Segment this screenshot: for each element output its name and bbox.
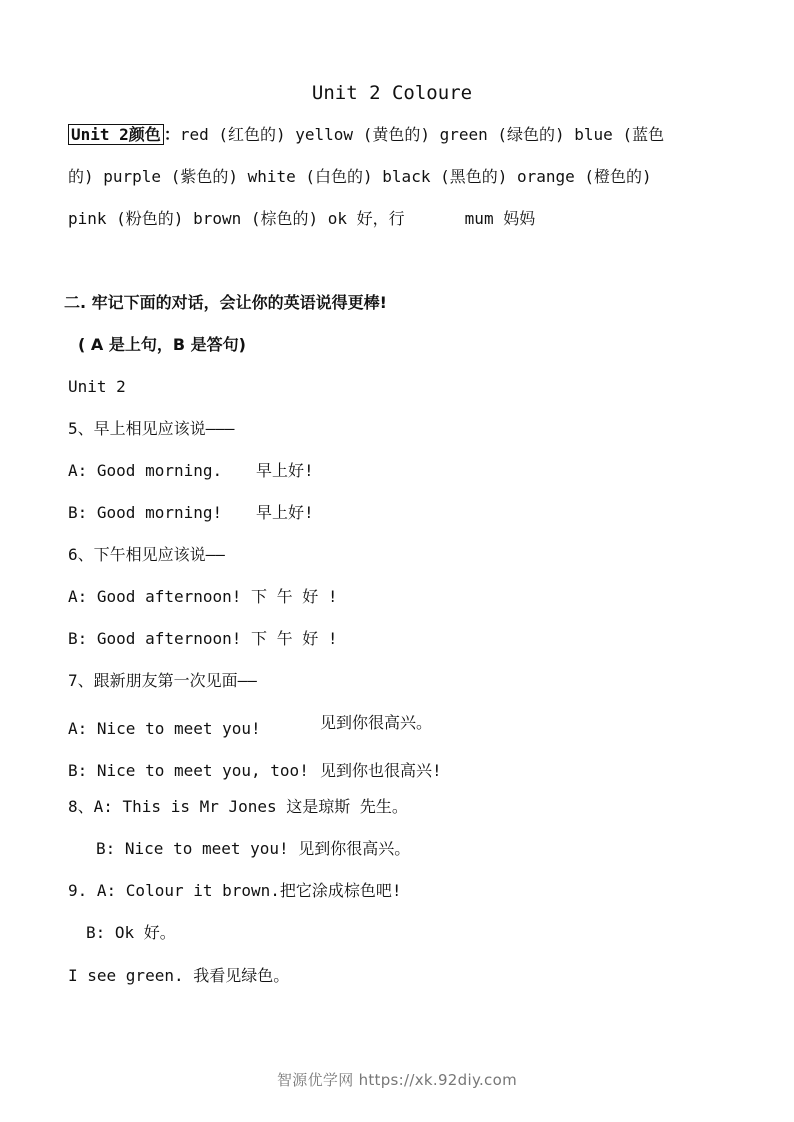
dialogue-5-a-en: A: Good morning.: [68, 461, 223, 480]
vocab-label: Unit 2颜色: [68, 124, 164, 145]
dialogue-6-b: B: Good afternoon! 下 午 好 !: [68, 629, 338, 648]
section-heading: 二. 牢记下面的对话，会让你的英语说得更棒!: [64, 293, 387, 312]
dialogue-7-a-cn: 见到你很高兴。: [320, 713, 433, 732]
dialogue-9-a: 9. A: Colour it brown.把它涂成棕色吧!: [68, 881, 402, 900]
vocab-line-3-b: mum 妈妈: [464, 209, 536, 228]
dialogue-8-b: B: Nice to meet you! 见到你很高兴。: [96, 839, 411, 858]
dialogue-5-a-cn: 早上好!: [256, 461, 314, 480]
unit-label: Unit 2: [68, 377, 126, 396]
dialogue-5-b-en: B: Good morning!: [68, 503, 223, 522]
vocab-line-3-a: pink (粉色的) brown (棕色的) ok 好，行: [68, 209, 405, 228]
dialogue-5-b-cn: 早上好!: [256, 503, 314, 522]
footer-watermark: 智源优学网 https://xk.92diy.com: [277, 1071, 517, 1089]
vocab-colon: ：: [163, 125, 180, 144]
dialogue-7-b-en: B: Nice to meet you, too!: [68, 761, 309, 780]
dialogue-7-a-en: A: Nice to meet you!: [68, 719, 261, 738]
dialogue-9-b: B: Ok 好。: [86, 923, 176, 942]
vocab-line-1: [68, 124, 664, 146]
vocab-line-1-text: red (红色的) yellow (黄色的) green (绿色的) blue (蓝色: [179, 125, 665, 144]
vocab-line-3: [68, 208, 535, 230]
dialogue-6-prompt: 6、下午相见应该说——: [68, 545, 225, 564]
dialogue-8-a: 8、A: This is Mr Jones 这是琼斯 先生。: [68, 797, 408, 816]
last-line: I see green. 我看见绿色。: [68, 966, 290, 985]
dialogue-6-a: A: Good afternoon! 下 午 好 !: [68, 587, 338, 606]
dialogue-5-prompt: 5、早上相见应该说———: [68, 419, 235, 438]
page-title: Unit 2 Coloure: [311, 82, 473, 104]
section-note: ( A 是上句，B 是答句): [78, 335, 246, 354]
vocab-line-2: 的) purple (紫色的) white (白色的) black (黑色的) orange (橙色的): [68, 167, 652, 186]
dialogue-7-prompt: 7、跟新朋友第一次见面——: [68, 671, 257, 690]
dialogue-7-b-cn: 见到你也很高兴!: [320, 761, 442, 780]
